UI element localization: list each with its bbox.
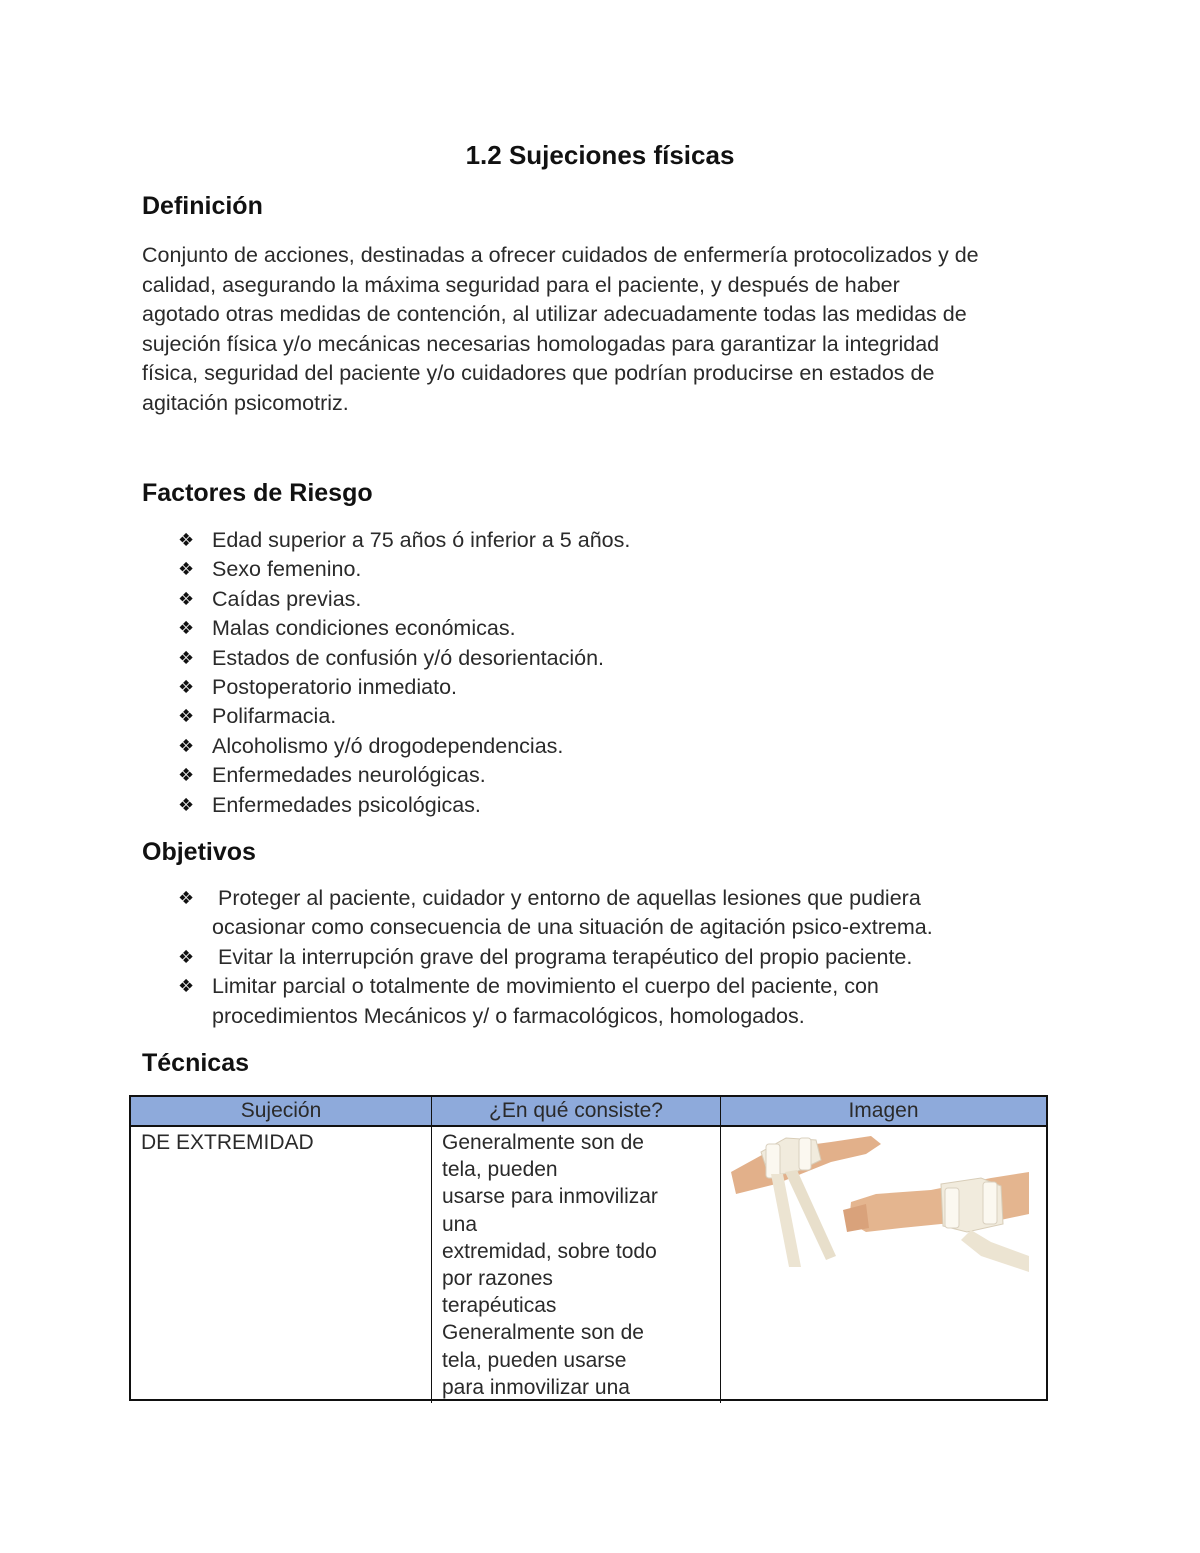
diamond-bullet-icon: ❖ [178,559,195,580]
cell-imagen [721,1126,1047,1403]
tecnicas-heading: Técnicas [142,1049,250,1077]
list-item [178,614,630,643]
definicion-heading: Definición [142,192,263,220]
cell-consiste-line: extremidad, sobre todo [442,1239,657,1263]
definicion-line: sujeción física y/o mecánicas necesarias homologadas para garantizar la integridad [142,331,940,356]
list-item-text: Alcoholismo y/ó drogodependencias. [212,733,564,758]
diamond-bullet-icon: ❖ [178,647,195,668]
diamond-bullet-icon: ❖ [178,677,195,698]
cell-sujecion: DE EXTREMIDAD [131,1126,432,1403]
diamond-bullet-icon: ❖ [178,735,195,756]
limb-restraint-image [731,1132,1031,1277]
header-consiste: ¿En qué consiste? [432,1097,721,1126]
header-sujecion: Sujeción [131,1097,432,1126]
diamond-bullet-icon: ❖ [178,530,195,550]
list-item [178,585,630,614]
factores-list [178,526,630,820]
list-item-text: Caídas previas. [212,586,362,611]
list-item-text: Polifarmacia. [212,704,337,729]
list-item-text: ocasionar como consecuencia de una situación de agitación psico-extrema. [212,915,933,940]
list-item [178,884,933,943]
cell-consiste-line: para inmovilizar una [442,1375,630,1399]
objetivos-heading: Objetivos [142,838,256,866]
list-item [178,555,630,584]
list-item-text: Postoperatorio inmediato. [212,675,458,700]
cell-consiste-line: usarse para inmovilizar [442,1185,658,1209]
page-title: 1.2 Sujeciones físicas [465,140,735,170]
cell-consiste-line: una [442,1212,478,1236]
list-item [178,791,630,820]
cell-consiste-line: por razones [442,1267,553,1291]
diamond-bullet-icon: ❖ [178,976,195,997]
list-item-text: Limitar parcial o totalmente de movimiento el cuerpo del paciente, con [212,974,879,999]
cell-consiste-line: tela, pueden [442,1158,558,1182]
definicion-line: calidad, asegurando la máxima seguridad para el paciente, y después de haber [142,272,900,297]
list-item [178,972,933,1031]
list-item-text: procedimientos Mecánicos y/ o farmacológicos, homologados. [212,1003,805,1028]
tecnicas-table-grid [131,1097,1046,1403]
list-item [178,702,630,731]
definicion-paragraph [142,241,1072,418]
list-item-text: Evitar la interrupción grave del programa terapéutico del propio paciente. [212,944,913,969]
table-header-row [131,1097,1046,1126]
cell-consiste [432,1126,721,1403]
list-item [178,526,630,555]
definicion-line: física, seguridad del paciente y/o cuidadores que podrían producirse en estados de [142,361,935,385]
diamond-bullet-icon: ❖ [178,618,195,639]
list-item [178,644,630,673]
diamond-bullet-icon: ❖ [178,888,195,908]
definicion-line: agotado otras medidas de contención, al utilizar adecuadamente todas las medidas de [142,302,967,326]
diamond-bullet-icon: ❖ [178,706,195,727]
factores-heading: Factores de Riesgo [142,479,373,507]
list-item-text: Estados de confusión y/ó desorientación. [212,645,605,670]
list-item [178,732,630,761]
diamond-bullet-icon: ❖ [178,794,195,815]
list-item-text: Enfermedades neurológicas. [212,763,486,788]
diamond-bullet-icon: ❖ [178,588,195,609]
cell-consiste-line: terapéuticas [442,1294,557,1318]
definicion-line: agitación psicomotriz. [142,390,349,415]
table-row [131,1126,1046,1403]
list-item-text: Enfermedades psicológicas. [212,792,481,817]
list-item [178,673,630,702]
list-item [178,761,630,790]
cell-consiste-line: Generalmente son de [442,1131,644,1154]
list-item-text: Proteger al paciente, cuidador y entorno de aquellas lesiones que pudiera [212,886,921,910]
diamond-bullet-icon: ❖ [178,946,195,967]
list-item-text: Edad superior a 75 años ó inferior a 5 años. [212,528,631,552]
objetivos-list [178,884,933,1031]
tecnicas-table [129,1095,1048,1401]
diamond-bullet-icon: ❖ [178,765,195,786]
cell-consiste-line: Generalmente son de [442,1321,644,1345]
list-item-text: Sexo femenino. [212,557,362,582]
cell-consiste-line: tela, pueden usarse [442,1348,627,1372]
list-item [178,943,933,972]
list-item-text: Malas condiciones económicas. [212,616,516,641]
header-imagen: Imagen [721,1097,1047,1126]
definicion-line: Conjunto de acciones, destinadas a ofrecer cuidados de enfermería protocolizados y de [142,243,979,267]
